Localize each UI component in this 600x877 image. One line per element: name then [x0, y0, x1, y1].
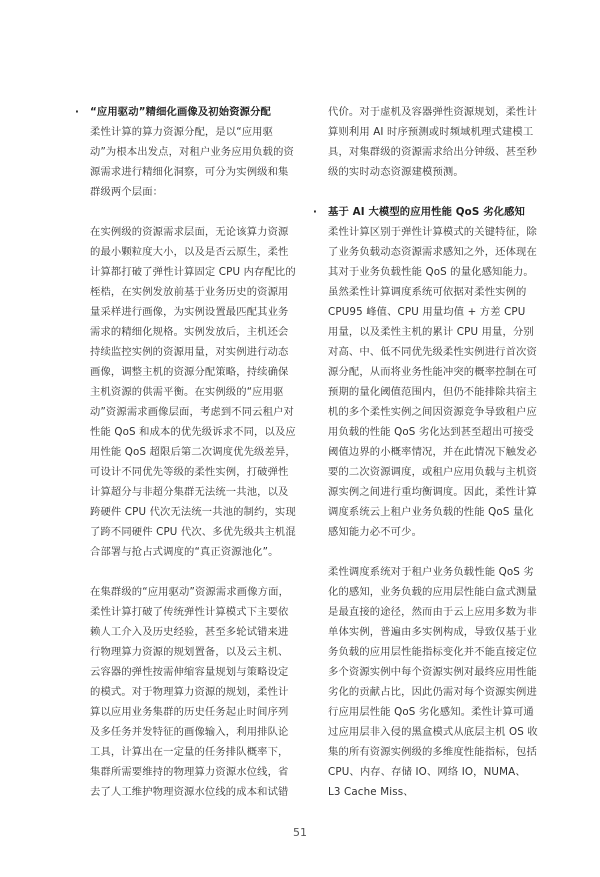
bullet-icon: ·	[75, 106, 80, 118]
paragraph: 柔性调度系统对于租户业务负载性能 QoS 劣化的感知，业务负载的应用层性能白盒式测量是最直接的途径，然而由于云上应用多数为非单体实例，普遍由多实例构成，导致仅基于业务负载的应用层性能指标变化并不能直接定位多个资源实例中每个资源实例对最终应用性能劣化的贡献占比，因此仍需对每个资源实例进行应用层性能 QoS 劣化感知。柔性计算可通过应用层非入侵的黑盒模式从底层主机 OS 收集的所有资源实例级的多维度性能指标，包括 CPU、内存、存储 IO、网络 IO，NUMA、L3 Cache Miss、	[328, 566, 538, 798]
paragraph: 在实例级的资源需求层面，无论该算力资源的最小颗粒度大小，以及是否云原生，柔性计算都打破了弹性计算固定 CPU 内存配比的桎梏，在实例发放前基于业务历史的资源用量采样进行画像，为实例设置最匹配其业务需求的精细化规格。实例发放后，主机还会持续监控实例的资源用量，对实例进行动态画像，调整主机的资源分配策略，持续确保主机资源的供需平衡。在实例级的“应用驱动”资源需求画像层面，考虑到不同云租户对性能 QoS 和成本的优先级诉求不同，以及应用性能 QoS 超限后第二次调度优先级差异，可设计不同优先等级的柔性实例，打破弹性计算超分与非超分集群无法统一共池，以及跨硬件 CPU 代次无法统一共池的制约，实现了跨不同硬件 CPU 代次、多优先级共主机混合部署与抢占式调度的“真正资源池化”。	[90, 226, 296, 558]
right-column	[313, 102, 538, 802]
page-number: 51	[293, 826, 307, 839]
left-column	[75, 102, 296, 802]
paragraph: 代价。对于虚机及容器弹性资源规划，柔性计算则利用 AI 时序预测或时频域机理式建模工具，对集群级的资源需求给出分钟级、甚至秒级的实时动态资源建模预测。	[328, 106, 537, 178]
bullet-icon: ·	[313, 206, 318, 218]
paragraph: 在集群级的“应用驱动”资源需求画像方面，柔性计算打破了传统弹性计算模式下主要依赖人工介入及历史经验，甚至多轮试错来进行物理算力资源的规划置备，以及云主机、云容器的弹性按需伸缩容量规划与策略设定的模式。对于物理算力资源的规划，柔性计算以应用业务集群的历史任务起止时间序列及多任务并发特征的画像输入，利用排队论工具，计算出在一定量的任务排队概率下，集群所需要维持的物理算力资源水位线，省去了人工维护物理资源水位线的成本和试错	[90, 586, 290, 798]
section-heading-ai-qos	[313, 202, 538, 222]
heading-text: “应用驱动”精细化画像及初始资源分配	[90, 106, 271, 118]
heading-text: 基于 AI 大模型的应用性能 QoS 劣化感知	[328, 206, 525, 218]
section-heading-app-driven	[75, 102, 296, 122]
paragraph: 柔性计算的算力资源分配，是以“应用驱动”为根本出发点，对租户业务应用负载的资源需求进行精细化洞察，可分为实例级和集群级两个层面：	[90, 126, 294, 198]
paragraph: 柔性计算区别于弹性计算模式的关键特征，除了业务负载动态资源需求感知之外，还体现在其对于业务负载性能 QoS 的量化感知能力。虽然柔性计算调度系统可依据对柔性实例的 CPU95 峰值、CPU 用量均值 + 方差 CPU 用量，以及柔性主机的累计 CPU 用量，分别对高、中、低不同优先级柔性实例进行首次资源分配，从而将业务性能冲突的概率控制在可预期的量化阈值范围内，但仍不能排除共宿主机的多个柔性实例之间因资源竞争导致租户应用负载的性能 QoS 劣化达到甚至超出可接受阈值边界的小概率情况，并在此情况下触发必要的二次资源调度，或租户应用负载与主机资源实例之间进行重均衡调度。因此，柔性计算调度系统云上租户业务负载的性能 QoS 量化感知能力必不可少。	[328, 226, 537, 538]
